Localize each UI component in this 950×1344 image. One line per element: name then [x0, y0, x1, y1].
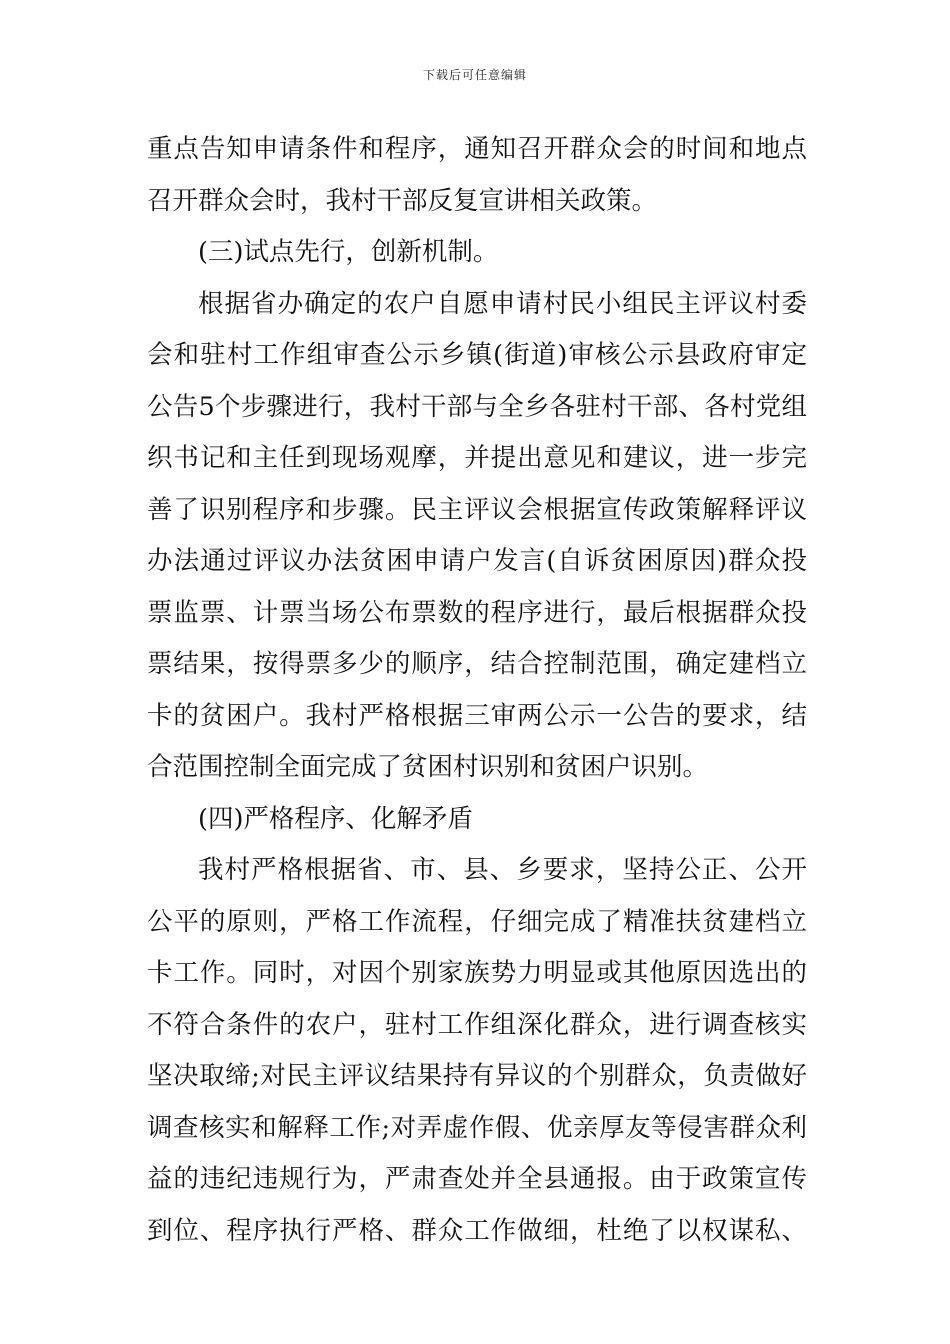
text-line: 公平的原则，严格工作流程，仔细完成了精准扶贫建档立 [147, 906, 807, 937]
text-line: 到位、程序执行严格、群众工作做细，杜绝了以权谋私、 [147, 1215, 807, 1246]
text-line: 票监票、计票当场公布票数的程序进行，最后根据群众投 [147, 597, 807, 628]
section-heading: (四)严格程序、化解矛盾 [198, 803, 473, 834]
section-heading: (三)试点先行，创新机制。 [198, 237, 499, 267]
text-line: 卡的贫困户。我村严格根据三审两公示一公告的要求，结 [147, 700, 807, 731]
text-line: 调查核实和解释工作;对弄虚作假、优亲厚友等侵害群众利 [147, 1112, 807, 1143]
text-line: 益的违纪违规行为，严肃查处并全县通报。由于政策宣传 [147, 1164, 807, 1194]
text-line: 票结果，按得票多少的顺序，结合控制范围，确定建档立 [147, 649, 807, 679]
text-line: 公告5个步骤进行，我村干部与全乡各驻村干部、各村党组 [147, 391, 807, 422]
document-body [147, 124, 807, 1257]
text-line: 重点告知申请条件和程序，通知召开群众会的时间和地点 [147, 134, 807, 164]
page-header-note: 下载后可任意编辑 [422, 68, 527, 82]
text-line: 合范围控制全面完成了贫困村识别和贫困户识别。 [147, 752, 709, 782]
text-line: 会和驻村工作组审查公示乡镇(街道)审核公示县政府审定 [147, 340, 807, 370]
text-line: 召开群众会时，我村干部反复宣讲相关政策。 [147, 185, 658, 216]
text-line: 不符合条件的农户，驻村工作组深化群众，进行调查核实 [147, 1009, 807, 1040]
text-line: 织书记和主任到现场观摩，并提出意见和建议，进一步完 [147, 443, 807, 473]
text-line: 办法通过评议办法贫困申请户发言(自诉贫困原因)群众投 [147, 546, 807, 576]
text-line: 根据省办确定的农户自愿申请村民小组民主评议村委 [198, 288, 807, 319]
text-line: 善了识别程序和步骤。民主评议会根据宣传政策解释评议 [147, 494, 807, 525]
text-line: 我村严格根据省、市、县、乡要求，坚持公正、公开 [198, 855, 807, 885]
text-line: 卡工作。同时，对因个别家族势力明显或其他原因选出的 [147, 958, 807, 988]
text-line: 坚决取缔;对民主评议结果持有异议的个别群众，负责做好 [147, 1061, 807, 1091]
